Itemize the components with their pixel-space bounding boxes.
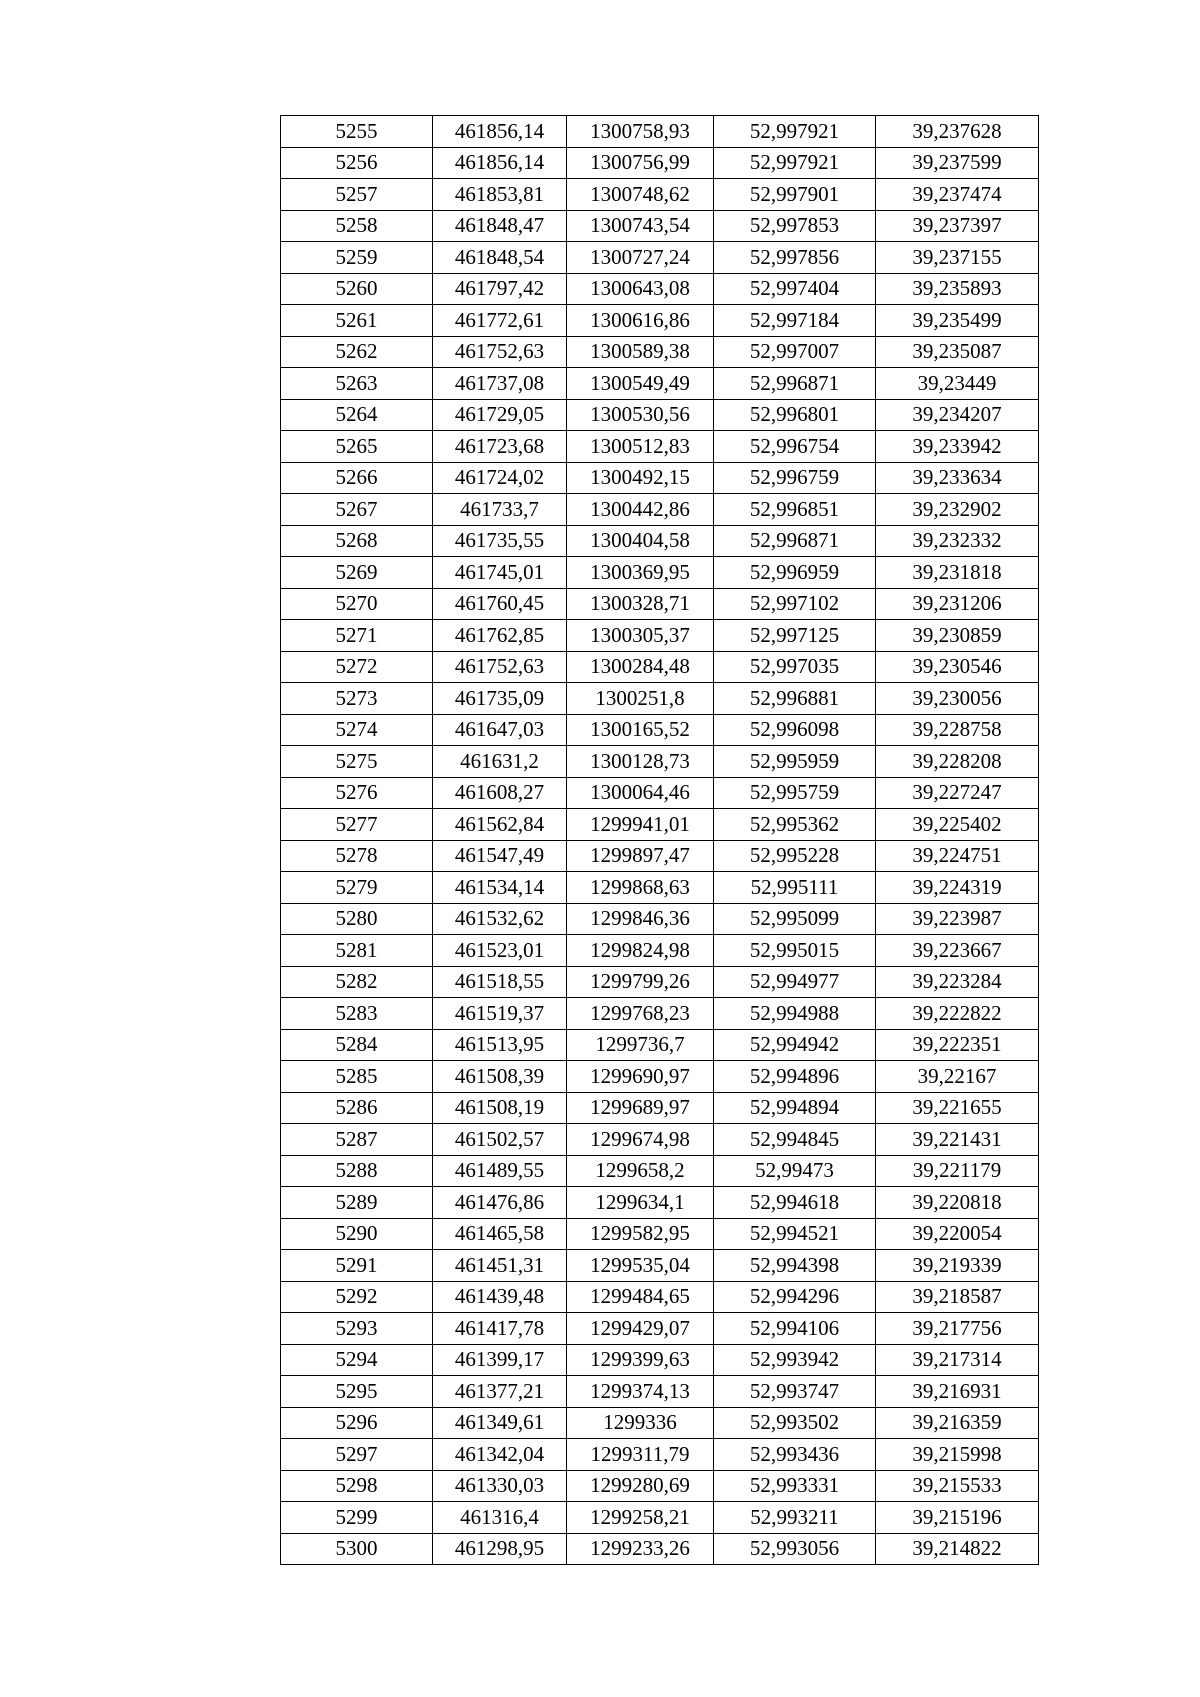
- y-coordinate-cell: 1300756,99: [567, 147, 714, 179]
- longitude-cell: 39,221179: [876, 1155, 1039, 1187]
- table-row: [281, 746, 1039, 778]
- table-row: [281, 1313, 1039, 1345]
- x-coordinate-cell: 461729,05: [433, 399, 567, 431]
- table-row: [281, 935, 1039, 967]
- point-number-cell: 5260: [281, 273, 433, 305]
- longitude-cell: 39,234207: [876, 399, 1039, 431]
- y-coordinate-cell: 1300589,38: [567, 336, 714, 368]
- point-number-cell: 5299: [281, 1502, 433, 1534]
- longitude-cell: 39,237599: [876, 147, 1039, 179]
- point-number-cell: 5291: [281, 1250, 433, 1282]
- table-row: [281, 179, 1039, 211]
- x-coordinate-cell: 461848,47: [433, 210, 567, 242]
- longitude-cell: 39,217314: [876, 1344, 1039, 1376]
- table-row: [281, 557, 1039, 589]
- longitude-cell: 39,237628: [876, 116, 1039, 148]
- longitude-cell: 39,219339: [876, 1250, 1039, 1282]
- point-number-cell: 5269: [281, 557, 433, 589]
- table-row: [281, 1407, 1039, 1439]
- latitude-cell: 52,997102: [714, 588, 876, 620]
- table-row: [281, 1470, 1039, 1502]
- longitude-cell: 39,222822: [876, 998, 1039, 1030]
- latitude-cell: 52,996759: [714, 462, 876, 494]
- point-number-cell: 5270: [281, 588, 433, 620]
- table-row: [281, 1061, 1039, 1093]
- table-row: [281, 242, 1039, 274]
- table-row: [281, 1124, 1039, 1156]
- latitude-cell: 52,994521: [714, 1218, 876, 1250]
- longitude-cell: 39,224319: [876, 872, 1039, 904]
- latitude-cell: 52,994618: [714, 1187, 876, 1219]
- y-coordinate-cell: 1300748,62: [567, 179, 714, 211]
- table-row: [281, 273, 1039, 305]
- longitude-cell: 39,216359: [876, 1407, 1039, 1439]
- longitude-cell: 39,222351: [876, 1029, 1039, 1061]
- latitude-cell: 52,997404: [714, 273, 876, 305]
- y-coordinate-cell: 1300128,73: [567, 746, 714, 778]
- x-coordinate-cell: 461562,84: [433, 809, 567, 841]
- latitude-cell: 52,997921: [714, 116, 876, 148]
- longitude-cell: 39,223667: [876, 935, 1039, 967]
- x-coordinate-cell: 461465,58: [433, 1218, 567, 1250]
- longitude-cell: 39,235499: [876, 305, 1039, 337]
- y-coordinate-cell: 1299280,69: [567, 1470, 714, 1502]
- point-number-cell: 5286: [281, 1092, 433, 1124]
- table-row: [281, 494, 1039, 526]
- x-coordinate-cell: 461797,42: [433, 273, 567, 305]
- latitude-cell: 52,994942: [714, 1029, 876, 1061]
- x-coordinate-cell: 461508,39: [433, 1061, 567, 1093]
- x-coordinate-cell: 461737,08: [433, 368, 567, 400]
- longitude-cell: 39,224751: [876, 840, 1039, 872]
- x-coordinate-cell: 461532,62: [433, 903, 567, 935]
- point-number-cell: 5261: [281, 305, 433, 337]
- latitude-cell: 52,995228: [714, 840, 876, 872]
- y-coordinate-cell: 1299689,97: [567, 1092, 714, 1124]
- latitude-cell: 52,995099: [714, 903, 876, 935]
- y-coordinate-cell: 1299336: [567, 1407, 714, 1439]
- y-coordinate-cell: 1300404,58: [567, 525, 714, 557]
- coordinates-table: [280, 115, 1039, 1565]
- longitude-cell: 39,232332: [876, 525, 1039, 557]
- point-number-cell: 5268: [281, 525, 433, 557]
- x-coordinate-cell: 461519,37: [433, 998, 567, 1030]
- point-number-cell: 5266: [281, 462, 433, 494]
- x-coordinate-cell: 461518,55: [433, 966, 567, 998]
- table-row: [281, 525, 1039, 557]
- table-row: [281, 368, 1039, 400]
- table-row: [281, 998, 1039, 1030]
- x-coordinate-cell: 461502,57: [433, 1124, 567, 1156]
- longitude-cell: 39,221655: [876, 1092, 1039, 1124]
- y-coordinate-cell: 1300064,46: [567, 777, 714, 809]
- x-coordinate-cell: 461377,21: [433, 1376, 567, 1408]
- point-number-cell: 5297: [281, 1439, 433, 1471]
- y-coordinate-cell: 1299868,63: [567, 872, 714, 904]
- point-number-cell: 5257: [281, 179, 433, 211]
- point-number-cell: 5289: [281, 1187, 433, 1219]
- x-coordinate-cell: 461399,17: [433, 1344, 567, 1376]
- table-row: [281, 399, 1039, 431]
- x-coordinate-cell: 461298,95: [433, 1533, 567, 1565]
- y-coordinate-cell: 1300492,15: [567, 462, 714, 494]
- longitude-cell: 39,22167: [876, 1061, 1039, 1093]
- latitude-cell: 52,993211: [714, 1502, 876, 1534]
- latitude-cell: 52,994977: [714, 966, 876, 998]
- coordinates-table-body: [281, 116, 1039, 1565]
- y-coordinate-cell: 1299233,26: [567, 1533, 714, 1565]
- longitude-cell: 39,237474: [876, 179, 1039, 211]
- point-number-cell: 5300: [281, 1533, 433, 1565]
- x-coordinate-cell: 461752,63: [433, 336, 567, 368]
- x-coordinate-cell: 461439,48: [433, 1281, 567, 1313]
- longitude-cell: 39,220054: [876, 1218, 1039, 1250]
- x-coordinate-cell: 461733,7: [433, 494, 567, 526]
- longitude-cell: 39,223284: [876, 966, 1039, 998]
- table-row: [281, 1218, 1039, 1250]
- latitude-cell: 52,994896: [714, 1061, 876, 1093]
- y-coordinate-cell: 1300643,08: [567, 273, 714, 305]
- table-row: [281, 305, 1039, 337]
- x-coordinate-cell: 461534,14: [433, 872, 567, 904]
- x-coordinate-cell: 461724,02: [433, 462, 567, 494]
- longitude-cell: 39,214822: [876, 1533, 1039, 1565]
- table-row: [281, 1187, 1039, 1219]
- y-coordinate-cell: 1299768,23: [567, 998, 714, 1030]
- y-coordinate-cell: 1300442,86: [567, 494, 714, 526]
- longitude-cell: 39,216931: [876, 1376, 1039, 1408]
- point-number-cell: 5290: [281, 1218, 433, 1250]
- table-row: [281, 966, 1039, 998]
- latitude-cell: 52,995362: [714, 809, 876, 841]
- x-coordinate-cell: 461760,45: [433, 588, 567, 620]
- latitude-cell: 52,996098: [714, 714, 876, 746]
- longitude-cell: 39,232902: [876, 494, 1039, 526]
- point-number-cell: 5256: [281, 147, 433, 179]
- table-row: [281, 431, 1039, 463]
- latitude-cell: 52,996959: [714, 557, 876, 589]
- latitude-cell: 52,997901: [714, 179, 876, 211]
- y-coordinate-cell: 1300251,8: [567, 683, 714, 715]
- point-number-cell: 5279: [281, 872, 433, 904]
- point-number-cell: 5282: [281, 966, 433, 998]
- x-coordinate-cell: 461513,95: [433, 1029, 567, 1061]
- latitude-cell: 52,993436: [714, 1439, 876, 1471]
- latitude-cell: 52,997007: [714, 336, 876, 368]
- longitude-cell: 39,233942: [876, 431, 1039, 463]
- longitude-cell: 39,233634: [876, 462, 1039, 494]
- x-coordinate-cell: 461523,01: [433, 935, 567, 967]
- longitude-cell: 39,23449: [876, 368, 1039, 400]
- table-row: [281, 1376, 1039, 1408]
- point-number-cell: 5296: [281, 1407, 433, 1439]
- y-coordinate-cell: 1300743,54: [567, 210, 714, 242]
- y-coordinate-cell: 1299941,01: [567, 809, 714, 841]
- point-number-cell: 5275: [281, 746, 433, 778]
- point-number-cell: 5278: [281, 840, 433, 872]
- x-coordinate-cell: 461752,63: [433, 651, 567, 683]
- point-number-cell: 5272: [281, 651, 433, 683]
- x-coordinate-cell: 461762,85: [433, 620, 567, 652]
- x-coordinate-cell: 461547,49: [433, 840, 567, 872]
- point-number-cell: 5284: [281, 1029, 433, 1061]
- x-coordinate-cell: 461476,86: [433, 1187, 567, 1219]
- x-coordinate-cell: 461772,61: [433, 305, 567, 337]
- y-coordinate-cell: 1299846,36: [567, 903, 714, 935]
- point-number-cell: 5255: [281, 116, 433, 148]
- table-row: [281, 651, 1039, 683]
- latitude-cell: 52,996881: [714, 683, 876, 715]
- y-coordinate-cell: 1299374,13: [567, 1376, 714, 1408]
- point-number-cell: 5285: [281, 1061, 433, 1093]
- table-row: [281, 1155, 1039, 1187]
- longitude-cell: 39,231206: [876, 588, 1039, 620]
- longitude-cell: 39,221431: [876, 1124, 1039, 1156]
- latitude-cell: 52,994106: [714, 1313, 876, 1345]
- x-coordinate-cell: 461342,04: [433, 1439, 567, 1471]
- y-coordinate-cell: 1300727,24: [567, 242, 714, 274]
- x-coordinate-cell: 461735,09: [433, 683, 567, 715]
- latitude-cell: 52,997184: [714, 305, 876, 337]
- table-row: [281, 462, 1039, 494]
- y-coordinate-cell: 1299897,47: [567, 840, 714, 872]
- y-coordinate-cell: 1300369,95: [567, 557, 714, 589]
- y-coordinate-cell: 1300549,49: [567, 368, 714, 400]
- point-number-cell: 5264: [281, 399, 433, 431]
- longitude-cell: 39,231818: [876, 557, 1039, 589]
- latitude-cell: 52,997125: [714, 620, 876, 652]
- table-row: [281, 1250, 1039, 1282]
- latitude-cell: 52,996801: [714, 399, 876, 431]
- table-row: [281, 116, 1039, 148]
- longitude-cell: 39,235087: [876, 336, 1039, 368]
- latitude-cell: 52,993331: [714, 1470, 876, 1502]
- latitude-cell: 52,996871: [714, 525, 876, 557]
- table-row: [281, 147, 1039, 179]
- longitude-cell: 39,230546: [876, 651, 1039, 683]
- y-coordinate-cell: 1299535,04: [567, 1250, 714, 1282]
- x-coordinate-cell: 461451,31: [433, 1250, 567, 1282]
- point-number-cell: 5280: [281, 903, 433, 935]
- y-coordinate-cell: 1299429,07: [567, 1313, 714, 1345]
- y-coordinate-cell: 1299634,1: [567, 1187, 714, 1219]
- x-coordinate-cell: 461608,27: [433, 777, 567, 809]
- table-row: [281, 620, 1039, 652]
- table-row: [281, 1502, 1039, 1534]
- table-row: [281, 714, 1039, 746]
- latitude-cell: 52,995111: [714, 872, 876, 904]
- table-row: [281, 1092, 1039, 1124]
- longitude-cell: 39,237397: [876, 210, 1039, 242]
- x-coordinate-cell: 461349,61: [433, 1407, 567, 1439]
- table-row: [281, 336, 1039, 368]
- point-number-cell: 5294: [281, 1344, 433, 1376]
- latitude-cell: 52,995959: [714, 746, 876, 778]
- longitude-cell: 39,228208: [876, 746, 1039, 778]
- y-coordinate-cell: 1300616,86: [567, 305, 714, 337]
- longitude-cell: 39,230859: [876, 620, 1039, 652]
- y-coordinate-cell: 1300328,71: [567, 588, 714, 620]
- latitude-cell: 52,993502: [714, 1407, 876, 1439]
- point-number-cell: 5274: [281, 714, 433, 746]
- y-coordinate-cell: 1299736,7: [567, 1029, 714, 1061]
- point-number-cell: 5277: [281, 809, 433, 841]
- table-row: [281, 1029, 1039, 1061]
- point-number-cell: 5295: [281, 1376, 433, 1408]
- latitude-cell: 52,997035: [714, 651, 876, 683]
- longitude-cell: 39,220818: [876, 1187, 1039, 1219]
- latitude-cell: 52,994398: [714, 1250, 876, 1282]
- x-coordinate-cell: 461856,14: [433, 116, 567, 148]
- longitude-cell: 39,237155: [876, 242, 1039, 274]
- x-coordinate-cell: 461745,01: [433, 557, 567, 589]
- longitude-cell: 39,227247: [876, 777, 1039, 809]
- y-coordinate-cell: 1299674,98: [567, 1124, 714, 1156]
- point-number-cell: 5273: [281, 683, 433, 715]
- y-coordinate-cell: 1299582,95: [567, 1218, 714, 1250]
- x-coordinate-cell: 461330,03: [433, 1470, 567, 1502]
- x-coordinate-cell: 461417,78: [433, 1313, 567, 1345]
- x-coordinate-cell: 461631,2: [433, 746, 567, 778]
- longitude-cell: 39,223987: [876, 903, 1039, 935]
- y-coordinate-cell: 1299258,21: [567, 1502, 714, 1534]
- y-coordinate-cell: 1300530,56: [567, 399, 714, 431]
- latitude-cell: 52,996871: [714, 368, 876, 400]
- latitude-cell: 52,997853: [714, 210, 876, 242]
- y-coordinate-cell: 1299399,63: [567, 1344, 714, 1376]
- latitude-cell: 52,995759: [714, 777, 876, 809]
- y-coordinate-cell: 1299799,26: [567, 966, 714, 998]
- x-coordinate-cell: 461853,81: [433, 179, 567, 211]
- y-coordinate-cell: 1299484,65: [567, 1281, 714, 1313]
- table-row: [281, 1439, 1039, 1471]
- table-row: [281, 210, 1039, 242]
- y-coordinate-cell: 1299690,97: [567, 1061, 714, 1093]
- y-coordinate-cell: 1300284,48: [567, 651, 714, 683]
- x-coordinate-cell: 461856,14: [433, 147, 567, 179]
- point-number-cell: 5259: [281, 242, 433, 274]
- latitude-cell: 52,993056: [714, 1533, 876, 1565]
- latitude-cell: 52,99473: [714, 1155, 876, 1187]
- x-coordinate-cell: 461723,68: [433, 431, 567, 463]
- table-row: [281, 588, 1039, 620]
- point-number-cell: 5267: [281, 494, 433, 526]
- latitude-cell: 52,994894: [714, 1092, 876, 1124]
- table-row: [281, 840, 1039, 872]
- longitude-cell: 39,217756: [876, 1313, 1039, 1345]
- x-coordinate-cell: 461489,55: [433, 1155, 567, 1187]
- latitude-cell: 52,994296: [714, 1281, 876, 1313]
- table-row: [281, 1281, 1039, 1313]
- point-number-cell: 5283: [281, 998, 433, 1030]
- longitude-cell: 39,215196: [876, 1502, 1039, 1534]
- x-coordinate-cell: 461848,54: [433, 242, 567, 274]
- point-number-cell: 5287: [281, 1124, 433, 1156]
- y-coordinate-cell: 1300758,93: [567, 116, 714, 148]
- x-coordinate-cell: 461508,19: [433, 1092, 567, 1124]
- point-number-cell: 5265: [281, 431, 433, 463]
- latitude-cell: 52,993942: [714, 1344, 876, 1376]
- latitude-cell: 52,994988: [714, 998, 876, 1030]
- latitude-cell: 52,995015: [714, 935, 876, 967]
- y-coordinate-cell: 1299824,98: [567, 935, 714, 967]
- latitude-cell: 52,993747: [714, 1376, 876, 1408]
- latitude-cell: 52,994845: [714, 1124, 876, 1156]
- point-number-cell: 5293: [281, 1313, 433, 1345]
- longitude-cell: 39,218587: [876, 1281, 1039, 1313]
- point-number-cell: 5288: [281, 1155, 433, 1187]
- table-row: [281, 872, 1039, 904]
- longitude-cell: 39,230056: [876, 683, 1039, 715]
- point-number-cell: 5292: [281, 1281, 433, 1313]
- y-coordinate-cell: 1299658,2: [567, 1155, 714, 1187]
- point-number-cell: 5271: [281, 620, 433, 652]
- table-row: [281, 903, 1039, 935]
- x-coordinate-cell: 461647,03: [433, 714, 567, 746]
- point-number-cell: 5262: [281, 336, 433, 368]
- longitude-cell: 39,215998: [876, 1439, 1039, 1471]
- table-row: [281, 1344, 1039, 1376]
- y-coordinate-cell: 1299311,79: [567, 1439, 714, 1471]
- latitude-cell: 52,996754: [714, 431, 876, 463]
- x-coordinate-cell: 461735,55: [433, 525, 567, 557]
- point-number-cell: 5298: [281, 1470, 433, 1502]
- point-number-cell: 5276: [281, 777, 433, 809]
- x-coordinate-cell: 461316,4: [433, 1502, 567, 1534]
- latitude-cell: 52,997856: [714, 242, 876, 274]
- latitude-cell: 52,996851: [714, 494, 876, 526]
- y-coordinate-cell: 1300305,37: [567, 620, 714, 652]
- longitude-cell: 39,215533: [876, 1470, 1039, 1502]
- table-row: [281, 683, 1039, 715]
- latitude-cell: 52,997921: [714, 147, 876, 179]
- longitude-cell: 39,225402: [876, 809, 1039, 841]
- table-row: [281, 1533, 1039, 1565]
- point-number-cell: 5263: [281, 368, 433, 400]
- longitude-cell: 39,228758: [876, 714, 1039, 746]
- y-coordinate-cell: 1300165,52: [567, 714, 714, 746]
- y-coordinate-cell: 1300512,83: [567, 431, 714, 463]
- point-number-cell: 5258: [281, 210, 433, 242]
- longitude-cell: 39,235893: [876, 273, 1039, 305]
- table-row: [281, 777, 1039, 809]
- table-row: [281, 809, 1039, 841]
- point-number-cell: 5281: [281, 935, 433, 967]
